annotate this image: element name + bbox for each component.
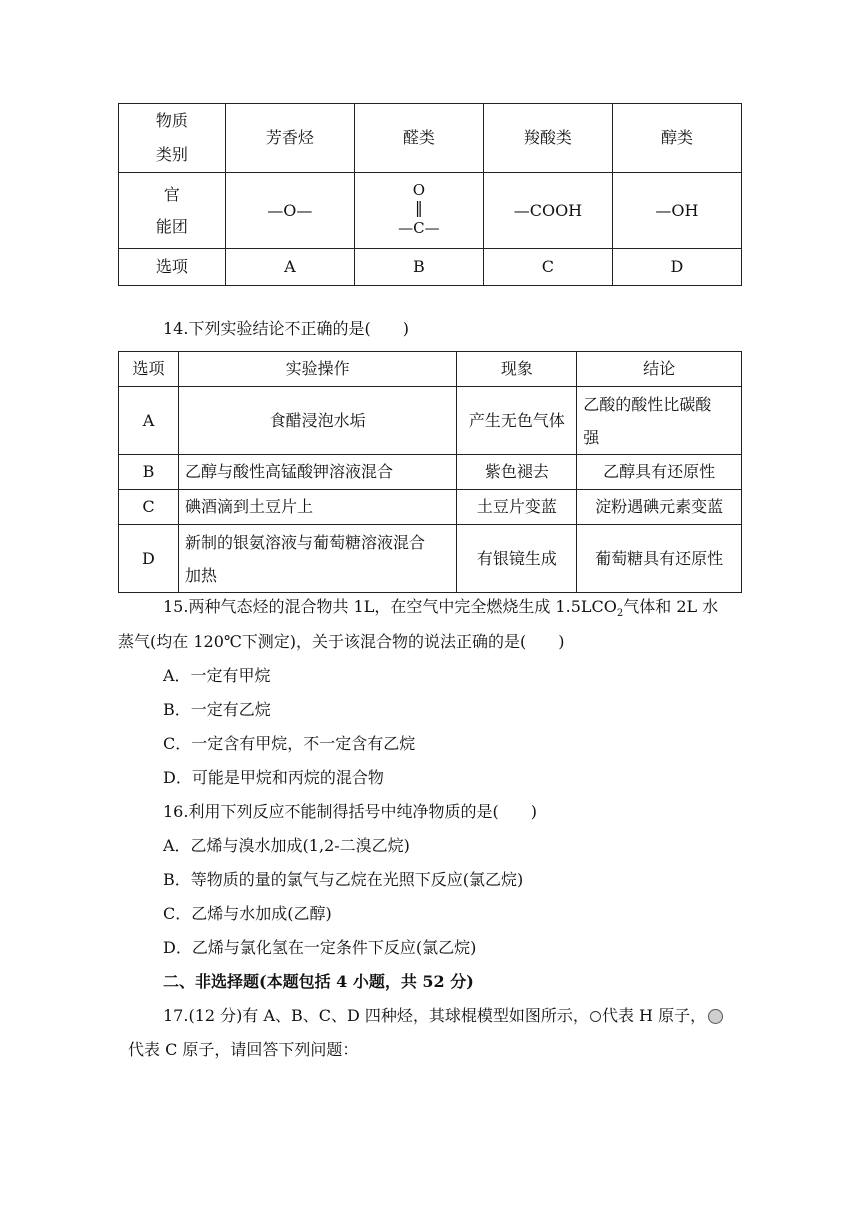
q15-option-d: D．可能是甲烷和丙烷的混合物 bbox=[163, 768, 384, 787]
q15-line2: 蒸气(均在 120℃下测定)，关于该混合物的说法正确的是( ) bbox=[118, 632, 565, 651]
q15-line1 bbox=[163, 593, 718, 628]
q15-option-c: C．一定含有甲烷，不一定含有乙烷 bbox=[163, 734, 416, 753]
table1-header-aromatic: 芳香烃 bbox=[225, 104, 354, 173]
q14-row-a-operation: 食醋浸泡水垢 bbox=[178, 387, 457, 455]
table1-group-ether: —O— bbox=[225, 173, 354, 249]
table1-header-alcohol: 醇类 bbox=[612, 104, 741, 173]
functional-group-table bbox=[118, 103, 742, 286]
table1-option-label: 选项 bbox=[119, 249, 226, 286]
q16-option-c: C．乙烯与水加成(乙醇) bbox=[163, 904, 332, 923]
carbon-atom-icon bbox=[708, 1009, 723, 1024]
table1-option-d: D bbox=[612, 249, 741, 286]
table1-header-category: 物质 类别 bbox=[119, 104, 226, 173]
carbonyl-double-bond: ‖ bbox=[414, 197, 423, 217]
q14-row-a-conclusion: 乙酸的酸性比碳酸 强 bbox=[577, 387, 742, 455]
q14-row-d-operation: 新制的银氨溶液与葡萄糖溶液混合 加热 bbox=[178, 525, 457, 593]
q16-option-a: A．乙烯与溴水加成(1,2-二溴乙烷) bbox=[163, 836, 410, 855]
q14-row-b-phenomenon: 紫色褪去 bbox=[457, 455, 577, 490]
hydrogen-atom-icon bbox=[590, 1011, 601, 1022]
carbonyl-oxygen: O bbox=[412, 180, 426, 199]
q14-row-c-operation: 碘酒滴到土豆片上 bbox=[178, 490, 457, 525]
table1-group-carbonyl bbox=[354, 173, 483, 249]
q16-stem: 16.利用下列反应不能制得括号中纯净物质的是( ) bbox=[163, 802, 537, 821]
q14-row-d-phenomenon: 有银镜生成 bbox=[457, 525, 577, 593]
q14-header-option: 选项 bbox=[119, 352, 179, 387]
q14-stem: 14.下列实验结论不正确的是( ) bbox=[163, 319, 409, 338]
q14-row-a-phenomenon: 产生无色气体 bbox=[457, 387, 577, 455]
q16-option-d: D．乙烯与氯化氢在一定条件下反应(氯乙烷) bbox=[163, 938, 477, 957]
q14-row-c-conclusion: 淀粉遇碘元素变蓝 bbox=[577, 490, 742, 525]
q14-header-operation: 实验操作 bbox=[178, 352, 457, 387]
q17-line1-a: 17.(12 分)有 A、B、C、D 四种烃，其球棍模型如图所示， bbox=[163, 1006, 589, 1025]
q14-row-b-conclusion: 乙醇具有还原性 bbox=[577, 455, 742, 490]
carbonyl-carbon: —C— bbox=[398, 218, 440, 237]
table1-header-aldehyde: 醛类 bbox=[354, 104, 483, 173]
q15-subscript: 2 bbox=[616, 608, 624, 620]
q15-line1-text: 15.两种气态烃的混合物共 1L，在空气中完全燃烧生成 1.5LCO bbox=[163, 597, 617, 616]
q14-row-b-operation: 乙醇与酸性高锰酸钾溶液混合 bbox=[178, 455, 457, 490]
q14-row-c-phenomenon: 土豆片变蓝 bbox=[457, 490, 577, 525]
q14-header-phenomenon: 现象 bbox=[457, 352, 577, 387]
q15-option-b: B．一定有乙烷 bbox=[163, 700, 271, 719]
q15-option-a: A．一定有甲烷 bbox=[163, 666, 271, 685]
table1-group-label: 官 能团 bbox=[119, 173, 226, 249]
table1-header-carboxylic: 羧酸类 bbox=[483, 104, 612, 173]
q17-line1-b: 代表 H 原子， bbox=[601, 1006, 707, 1025]
table1-option-a: A bbox=[225, 249, 354, 286]
q17-line2: 代表 C 原子，请回答下列问题： bbox=[128, 1040, 359, 1059]
q14-row-a-option: A bbox=[119, 387, 179, 455]
table1-option-b: B bbox=[354, 249, 483, 286]
table1-option-c: C bbox=[483, 249, 612, 286]
q16-option-b: B．等物质的量的氯气与乙烷在光照下反应(氯乙烷) bbox=[163, 870, 524, 889]
section2-title: 二、非选择题(本题包括 4 小题，共 52 分) bbox=[163, 972, 474, 991]
carbonyl-structure bbox=[361, 181, 477, 241]
q14-row-d-conclusion: 葡萄糖具有还原性 bbox=[577, 525, 742, 593]
table1-group-carboxyl: —COOH bbox=[483, 173, 612, 249]
q17-line1 bbox=[163, 1002, 723, 1030]
q14-row-c-option: C bbox=[119, 490, 179, 525]
q14-row-d-option: D bbox=[119, 525, 179, 593]
q14-header-conclusion: 结论 bbox=[577, 352, 742, 387]
q14-row-b-option: B bbox=[119, 455, 179, 490]
table1-group-hydroxyl: —OH bbox=[612, 173, 741, 249]
q15-line1-tail: 气体和 2L 水 bbox=[623, 597, 719, 616]
experiment-table bbox=[118, 351, 742, 593]
